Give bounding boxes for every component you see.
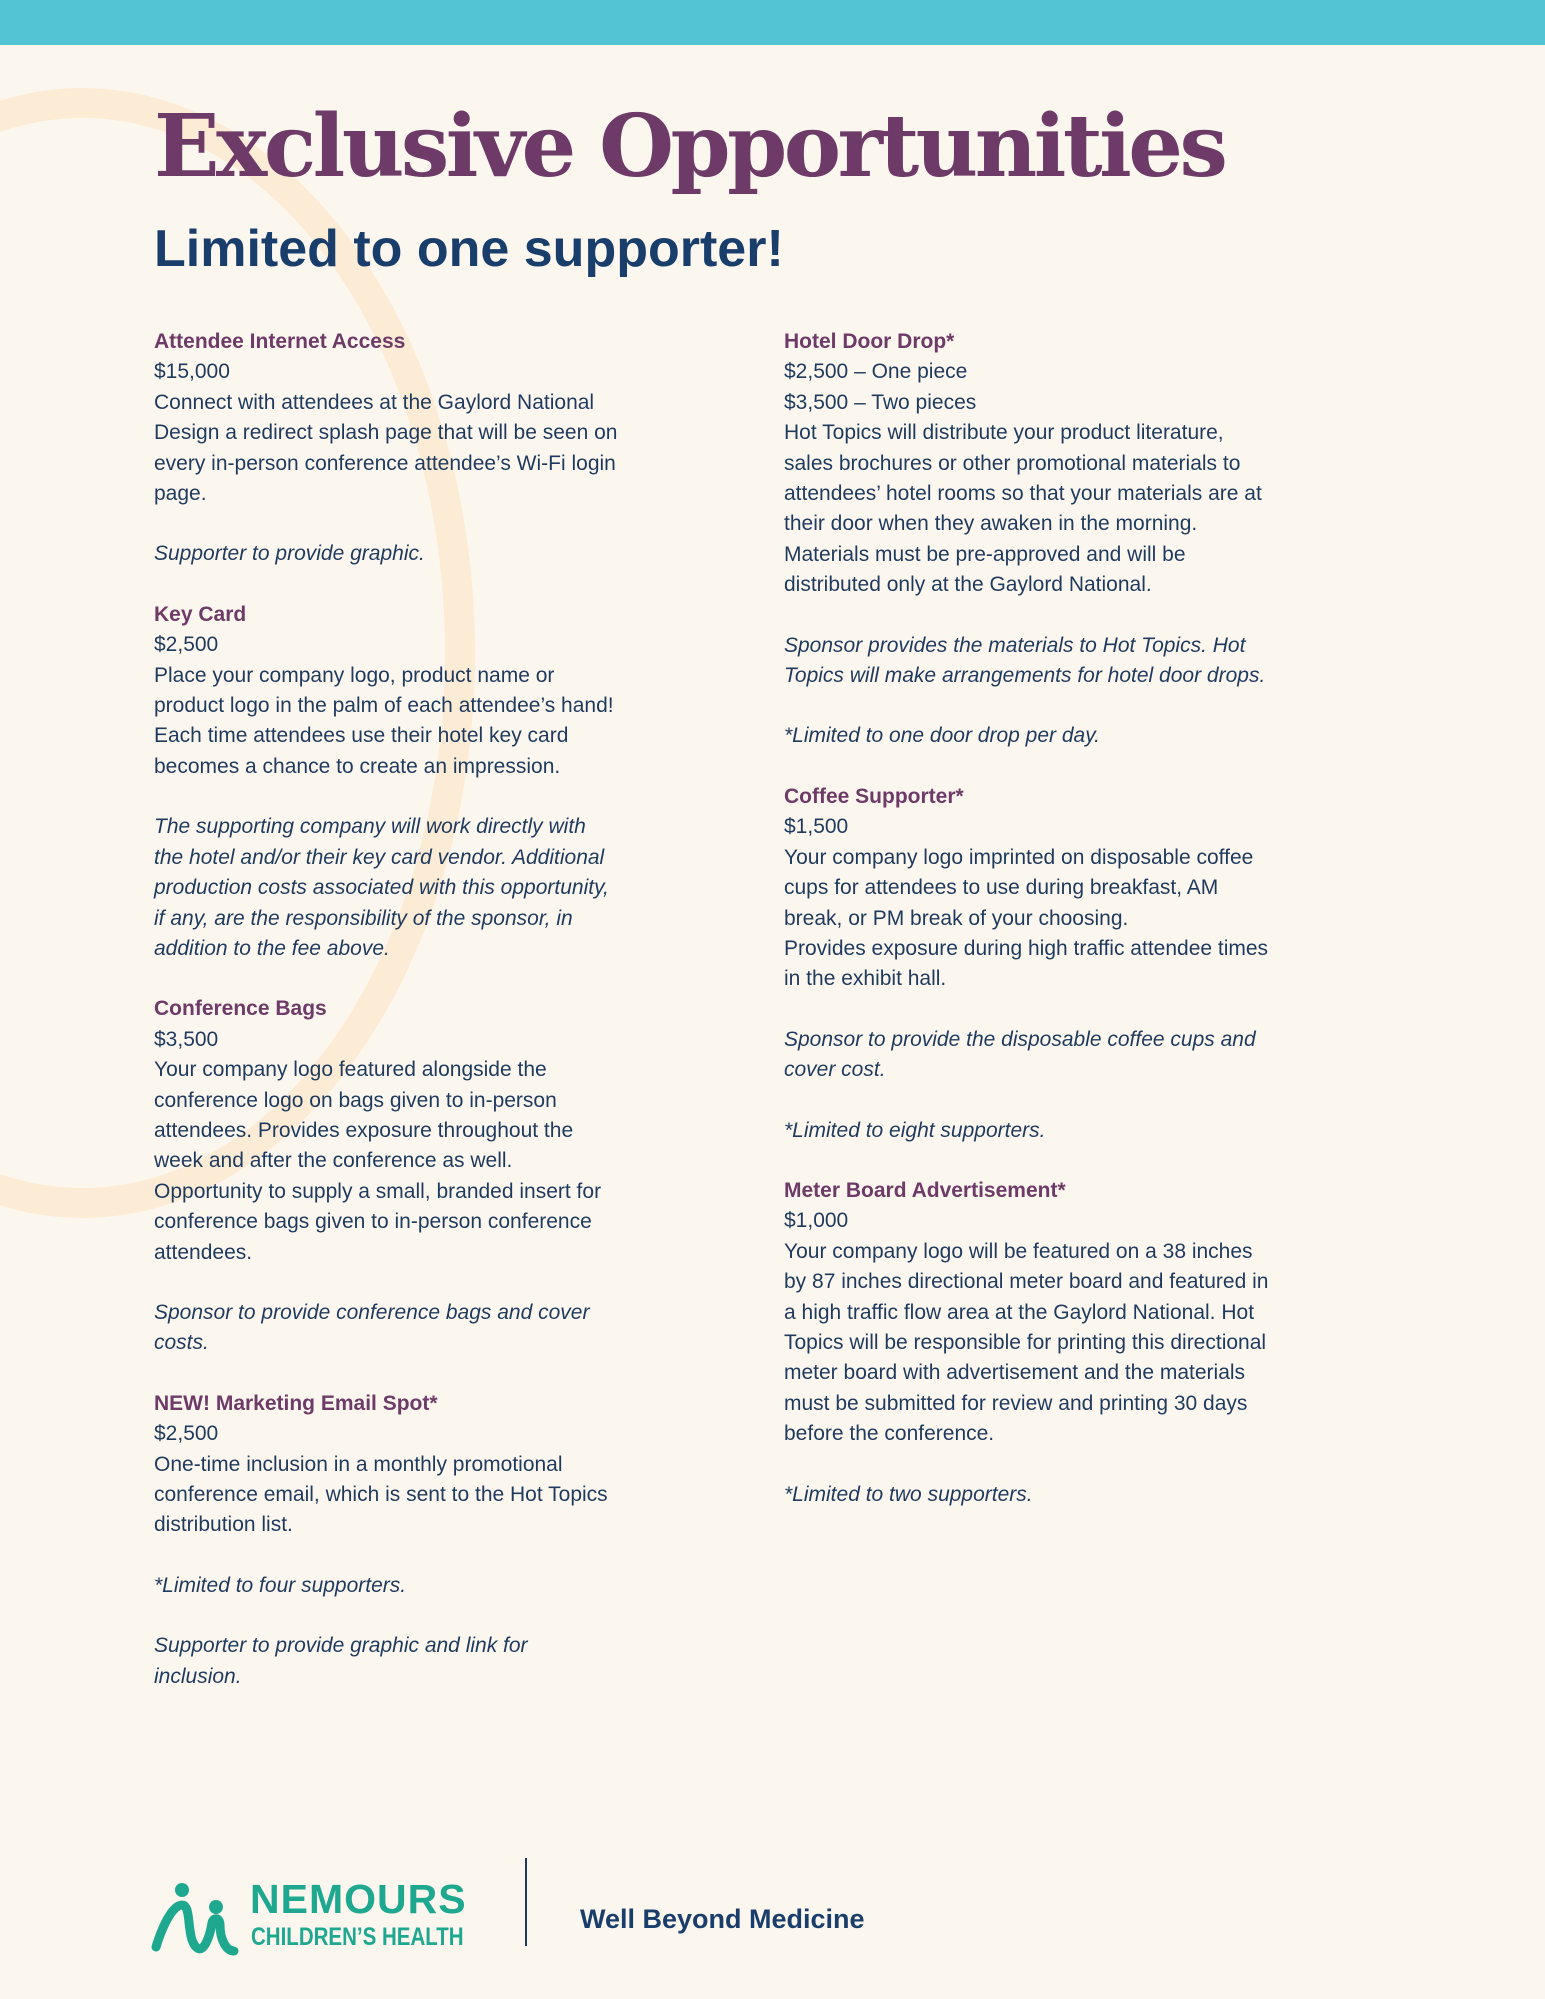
opportunity-item [784, 1176, 1364, 1510]
opportunity-description-line: Your company logo will be featured on a 38 inches [784, 1239, 1253, 1263]
opportunity-description-line: conference bags given to in-person conference [154, 1210, 592, 1234]
opportunity-description-line: Provides exposure during high traffic attendee times [784, 936, 1269, 960]
opportunity-item [154, 994, 734, 1358]
opportunity-description-line: Hot Topics will distribute your product literature, [784, 421, 1224, 445]
opportunity-item [784, 782, 1364, 1146]
opportunity-note: Sponsor provides the materials to Hot Topics. Hot [784, 633, 1246, 657]
opportunity-note-line: the hotel and/or their key card vendor. Additional [154, 845, 605, 869]
opportunity-price: $2,500 [154, 1422, 219, 1446]
opportunity-note-line: addition to the fee above. [154, 936, 390, 960]
opportunity-note: *Limited to two supporters. [784, 1482, 1033, 1506]
opportunity-note: *Limited to one door drop per day. [784, 724, 1100, 748]
opportunity-description-line: conference logo on bags given to in-person [154, 1088, 557, 1112]
opportunity-item [154, 600, 734, 964]
opportunity-description-line: cups for attendees to use during breakfast, AM [784, 876, 1219, 900]
opportunity-note: *Limited to four supporters. [154, 1573, 407, 1597]
top-accent-bar [0, 0, 1545, 45]
opportunity-note-line: inclusion. [154, 1664, 242, 1688]
left-column [154, 327, 734, 1722]
footer-divider [525, 1858, 527, 1946]
opportunity-price: $1,500 [784, 815, 849, 839]
opportunity-description-line: Opportunity to supply a small, branded insert for [154, 1179, 602, 1203]
opportunity-item [784, 327, 1364, 752]
opportunity-name: Coffee Supporter* [784, 784, 964, 808]
opportunity-item [154, 327, 734, 570]
opportunity-price: $3,500 [154, 1027, 219, 1051]
opportunity-description-line: Your company logo featured alongside the [154, 1058, 547, 1082]
opportunity-description-line: Topics will be responsible for printing this directional [784, 1330, 1267, 1354]
opportunity-description-line: by 87 inches directional meter board and featured in [784, 1270, 1269, 1294]
opportunity-description-line: in the exhibit hall. [784, 967, 947, 991]
page-title: Exclusive Opportunities [154, 96, 1225, 197]
opportunity-description-line: meter board with advertisement and the materials [784, 1361, 1246, 1385]
opportunity-price: $3,500 – Two pieces [784, 390, 977, 414]
opportunity-note: *Limited to eight supporters. [784, 1118, 1046, 1142]
opportunity-description-line: distribution list. [154, 1513, 293, 1537]
opportunity-name: Meter Board Advertisement* [784, 1178, 1066, 1202]
opportunity-item [154, 1389, 734, 1692]
opportunity-note: The supporting company will work directly with [154, 815, 586, 839]
opportunity-description-line: Design a redirect splash page that will be seen on [154, 421, 618, 445]
opportunity-description-line: sales brochures or other promotional materials to [784, 451, 1241, 475]
opportunity-note-line: production costs associated with this opportunity, [154, 876, 609, 900]
opportunity-description-line: attendees. Provides exposure throughout the [154, 1118, 574, 1142]
opportunity-description-line: their door when they awaken in the morning. [784, 512, 1198, 536]
opportunity-description-line: Place your company logo, product name or [154, 663, 555, 687]
logo-name: NEMOURS [250, 1876, 467, 1922]
logo-subtitle: CHILDREN’S HEALTH [251, 1923, 464, 1951]
opportunity-note-line: Topics will make arrangements for hotel door drops. [784, 664, 1266, 688]
opportunity-description-line: Connect with attendees at the Gaylord National [154, 390, 595, 414]
opportunity-name: Attendee Internet Access [154, 330, 406, 353]
opportunity-description-line: Your company logo imprinted on disposable coffee [784, 845, 1254, 869]
footer-tagline: Well Beyond Medicine [580, 1904, 865, 1934]
opportunity-note: Supporter to provide graphic and link for [154, 1634, 528, 1658]
opportunity-description-line: week and after the conference as well. [154, 1149, 513, 1173]
nemours-logo-mark-icon [150, 1881, 240, 1961]
opportunity-price: $2,500 [154, 633, 219, 657]
opportunity-description-line: Materials must be pre-approved and will be [784, 542, 1186, 566]
opportunity-description-line: One-time inclusion in a monthly promotional [154, 1452, 563, 1476]
opportunity-description-line: attendees. [154, 1240, 253, 1264]
opportunity-note: Sponsor to provide conference bags and cover [154, 1300, 590, 1324]
opportunity-description-line: Each time attendees use their hotel key card [154, 724, 569, 748]
opportunity-description-line: before the conference. [784, 1422, 995, 1446]
nemours-logo [150, 1875, 490, 1965]
opportunity-name: Conference Bags [154, 997, 327, 1021]
opportunity-description-line: must be submitted for review and printing 30 days [784, 1391, 1248, 1415]
opportunity-name: Hotel Door Drop* [784, 330, 955, 353]
opportunity-price: $2,500 – One piece [784, 360, 968, 384]
opportunity-note-line: cover cost. [784, 1058, 886, 1082]
opportunity-note: Supporter to provide graphic. [154, 542, 425, 566]
right-column [784, 327, 1364, 1540]
opportunity-description-line: page. [154, 482, 207, 506]
opportunity-description-line: conference email, which is sent to the Hot Topics [154, 1483, 608, 1506]
opportunity-note: Sponsor to provide the disposable coffee cups and [784, 1027, 1256, 1051]
opportunity-note-line: if any, are the responsibility of the sponsor, in [154, 906, 573, 930]
opportunity-name: Key Card [154, 602, 247, 626]
opportunity-note-line: costs. [154, 1331, 209, 1355]
opportunity-description-line: becomes a chance to create an impression. [154, 754, 561, 778]
opportunity-description-line: attendees’ hotel rooms so that your materials are at [784, 482, 1262, 506]
opportunity-name: NEW! Marketing Email Spot* [154, 1391, 438, 1415]
opportunity-description-line: break, or PM break of your choosing. [784, 906, 1129, 930]
opportunity-price: $15,000 [154, 360, 230, 384]
opportunity-price: $1,000 [784, 1209, 849, 1233]
page-subtitle: Limited to one supporter! [154, 220, 784, 278]
opportunity-description-line: distributed only at the Gaylord National. [784, 573, 1152, 597]
opportunity-description-line: a high traffic flow area at the Gaylord National. Hot [784, 1300, 1255, 1324]
opportunity-description-line: product logo in the palm of each attendee’s hand! [154, 694, 614, 718]
opportunity-description-line: every in-person conference attendee’s Wi-Fi login [154, 451, 616, 475]
